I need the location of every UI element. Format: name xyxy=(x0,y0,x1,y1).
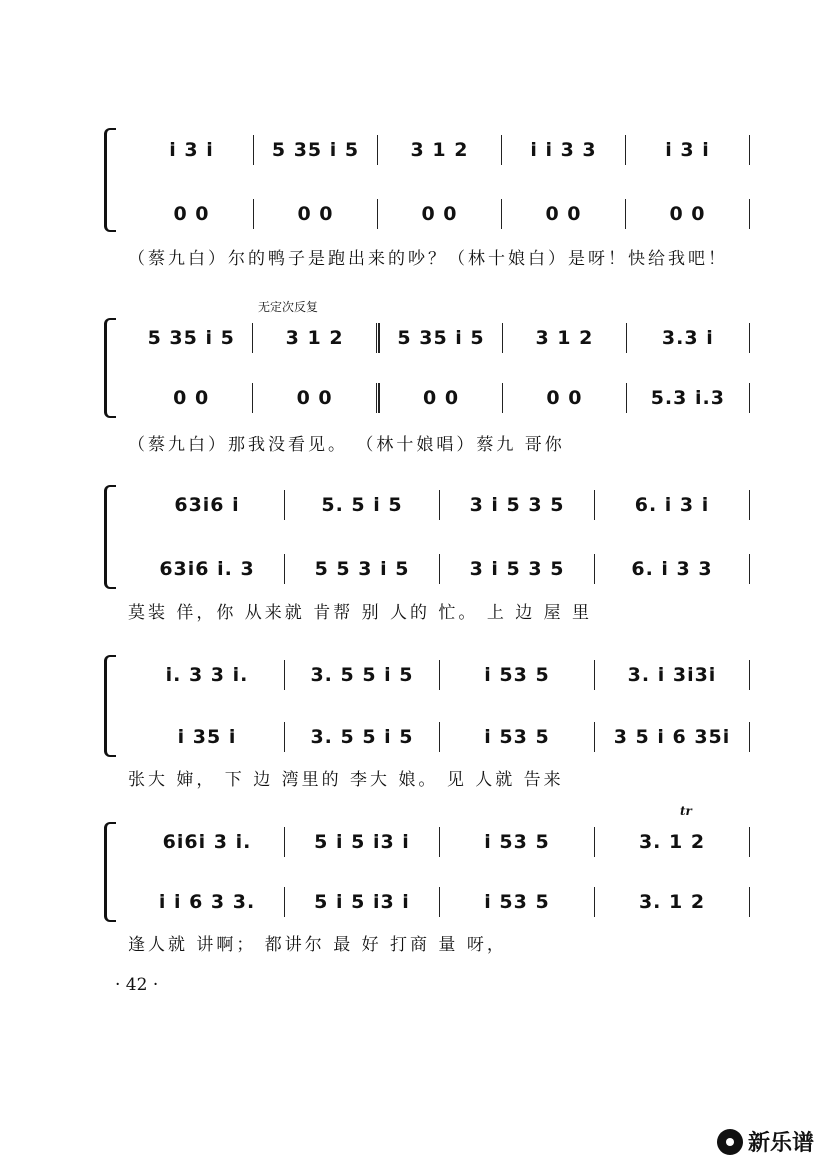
measure: 6i6i 3 i. xyxy=(162,831,252,853)
measure: 63i6 i xyxy=(174,494,240,516)
measure: 5 i 5 i3 i xyxy=(314,891,410,913)
measure: 6. i 3 i xyxy=(634,494,710,516)
measure: 3 i 5 3 5 xyxy=(469,494,565,516)
repeat-annotation: 无定次反复 xyxy=(258,300,319,314)
lyrics-line: 莫装 佯，你 从来就 肯帮 别 人的 忙。 上 边 屋 里 xyxy=(128,603,593,623)
measure: i i 6 3 3. xyxy=(158,891,256,913)
barline xyxy=(749,199,750,229)
record-disc-icon xyxy=(717,1129,743,1155)
measure: 3 1 2 xyxy=(535,327,594,349)
measure: 3 1 2 xyxy=(285,327,344,349)
upper-part xyxy=(130,130,750,170)
barline xyxy=(749,722,750,752)
barline xyxy=(749,660,750,690)
logo-text: 新乐谱 xyxy=(747,1131,814,1156)
measure: 5 i 5 i3 i xyxy=(314,831,410,853)
barline xyxy=(749,383,750,413)
measure: 3.3 i xyxy=(661,327,714,349)
measure: 3 i 5 3 5 xyxy=(469,558,565,580)
measure: i 53 5 xyxy=(484,664,550,686)
measure: 0 0 xyxy=(296,387,333,409)
measure: 0 0 xyxy=(545,203,582,225)
measure: 5 35 i 5 xyxy=(271,139,360,161)
barline xyxy=(749,887,750,917)
measure: 0 0 xyxy=(297,203,334,225)
barline xyxy=(749,323,750,353)
measure: i 53 5 xyxy=(484,726,550,748)
measure: 3. 1 2 xyxy=(638,891,706,913)
measure: 3. 1 2 xyxy=(638,831,706,853)
upper-part xyxy=(130,655,750,695)
upper-part xyxy=(130,318,750,358)
upper-part xyxy=(130,485,750,525)
lower-part xyxy=(130,549,750,589)
measure: i 53 5 xyxy=(484,891,550,913)
lyrics-line: （蔡九白）尔的鸭子是跑出来的吵？（林十娘白）是呀！快给我吧！ xyxy=(128,249,728,269)
barline xyxy=(749,490,750,520)
measure: i 53 5 xyxy=(484,831,550,853)
measure: i 3 i xyxy=(169,139,214,161)
measure: 0 0 xyxy=(669,203,706,225)
lower-part xyxy=(130,194,750,234)
lower-part xyxy=(130,882,750,922)
lower-part xyxy=(130,378,750,418)
upper-part xyxy=(130,822,750,862)
measure: i 3 i xyxy=(665,139,710,161)
measure: i 35 i xyxy=(177,726,237,748)
measure: 5. 5 i 5 xyxy=(321,494,403,516)
system-brace xyxy=(104,485,116,589)
measure: 0 0 xyxy=(173,203,210,225)
site-logo xyxy=(717,1126,814,1157)
measure: 63i6 i. 3 xyxy=(159,558,255,580)
barline xyxy=(749,554,750,584)
measure: 3. 5 5 i 5 xyxy=(310,664,414,686)
measure: 5 35 i 5 xyxy=(147,327,235,349)
system-brace xyxy=(104,128,116,232)
measure: 3. i 3i3i xyxy=(627,664,717,686)
measure: 3. 5 5 i 5 xyxy=(310,726,414,748)
lower-part xyxy=(130,717,750,757)
lyrics-line: 逢人就 讲啊； 都讲尔 最 好 打商 量 呀， xyxy=(128,935,507,955)
system-brace xyxy=(104,318,116,418)
system-brace xyxy=(104,822,116,922)
measure: i. 3 3 i. xyxy=(165,664,249,686)
measure: 5 35 i 5 xyxy=(397,327,485,349)
measure: 0 0 xyxy=(546,387,583,409)
measure: 0 0 xyxy=(422,387,460,409)
measure: 5.3 i.3 xyxy=(650,387,725,409)
barline xyxy=(749,827,750,857)
trill-annotation: tr xyxy=(680,804,692,818)
measure: 3 1 2 xyxy=(410,139,469,161)
system-brace xyxy=(104,655,116,757)
measure: 6. i 3 3 xyxy=(631,558,713,580)
measure: 0 0 xyxy=(421,203,458,225)
lyrics-line: 张大 婶， 下 边 湾里的 李大 娘。 见 人就 告来 xyxy=(128,770,564,790)
measure: i i 3 3 xyxy=(530,139,597,161)
page-number: · 42 · xyxy=(115,975,159,995)
measure: 3 5 i 6 35i xyxy=(613,726,731,748)
measure: 5 5 3 i 5 xyxy=(314,558,410,580)
lyrics-line: （蔡九白）那我没看见。 （林十娘唱）蔡九 哥你 xyxy=(128,435,565,455)
measure: 0 0 xyxy=(173,387,210,409)
barline xyxy=(749,135,750,165)
